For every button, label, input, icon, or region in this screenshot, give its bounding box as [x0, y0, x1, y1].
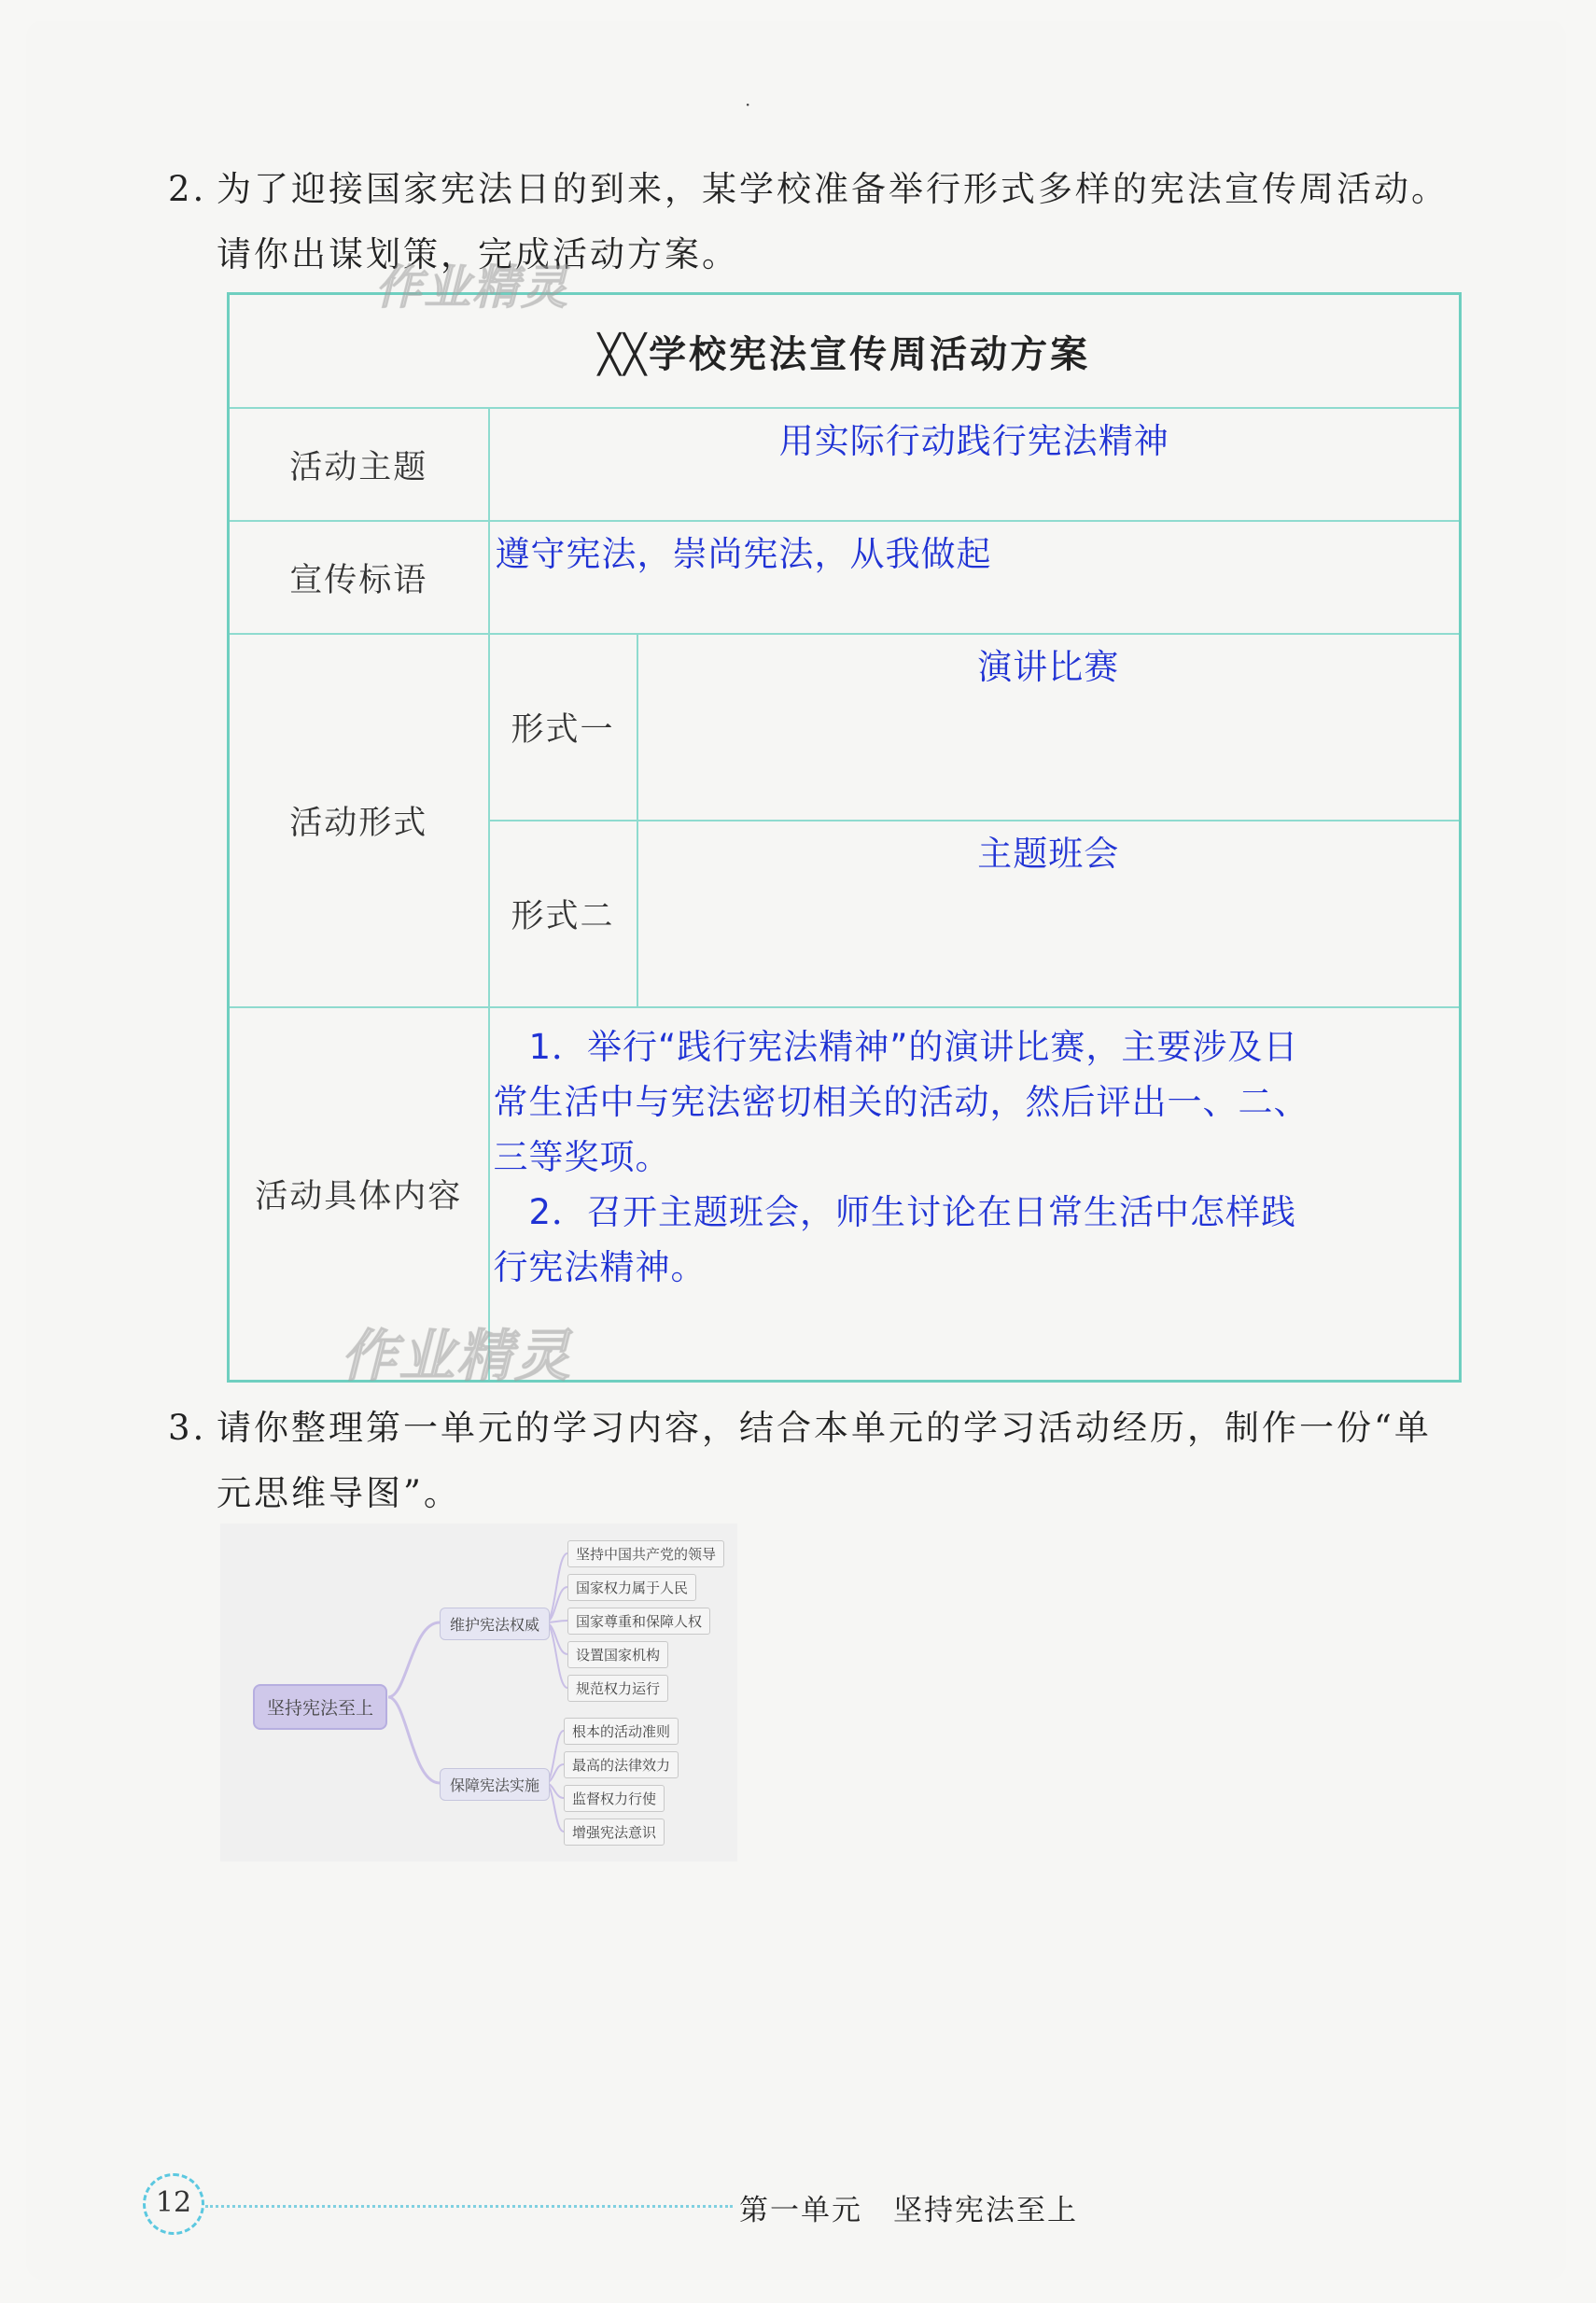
form-label: 活动形式: [229, 634, 489, 1007]
decorative-dot: ·: [745, 93, 751, 116]
plan-title: ╳╳学校宪法宣传周活动方案: [229, 294, 1461, 409]
form1-cell: [637, 634, 1461, 821]
mind-map-leaf: 设置国家机构: [567, 1641, 668, 1668]
content-line: 三等奖项。: [493, 1137, 671, 1177]
mind-map-root: 坚持宪法至上: [253, 1684, 387, 1730]
mind-map-leaf: 根本的活动准则: [564, 1718, 679, 1745]
footer-dotted-line: [205, 2205, 733, 2208]
mind-map-leaf: 国家尊重和保障人权: [567, 1608, 710, 1635]
root-to-branch1-connector: [388, 1622, 440, 1697]
slogan-cell: [489, 521, 1461, 634]
footer-unit-title: 第一单元 坚持宪法至上: [739, 2194, 1078, 2227]
theme-answer: 用实际行动践行宪法精神: [778, 421, 1169, 461]
question-2-line1: 为了迎接国家宪法日的到来，某学校准备举行形式多样的宪法宣传周活动。: [217, 169, 1449, 209]
content-line: 行宪法精神。: [493, 1247, 707, 1287]
content-cell: [489, 1007, 1461, 1381]
content-answer: [494, 1019, 1371, 1295]
watermark-top: 作业精灵: [375, 260, 569, 315]
content-label: 活动具体内容: [229, 1007, 489, 1381]
question-3-number: 3.: [168, 1408, 207, 1448]
watermark-bottom: 作业精灵: [341, 1324, 572, 1389]
content-line: 常生活中与宪法密切相关的活动，然后评出一、二、: [493, 1082, 1309, 1122]
question-3-line2: 元思维导图”。: [217, 1473, 461, 1513]
mind-map-leaf: 最高的法律效力: [564, 1751, 679, 1778]
form2-cell: [637, 821, 1461, 1007]
content-line: 2．召开主题班会，师生讨论在日常生活中怎样践: [528, 1192, 1297, 1232]
question-2: [168, 157, 1449, 288]
theme-label: 活动主题: [229, 408, 489, 521]
mind-map-branch-1: 维护宪法权威: [440, 1608, 550, 1640]
question-3-line1: 请你整理第一单元的学习内容，结合本单元的学习活动经历，制作一份“单: [217, 1408, 1432, 1448]
question-3: [168, 1396, 1432, 1526]
mind-map-leaf: 国家权力属于人民: [567, 1574, 696, 1601]
mind-map: [220, 1524, 737, 1861]
mind-map-leaf: 规范权力运行: [567, 1675, 668, 1702]
mind-map-leaf: 监督权力行使: [564, 1785, 665, 1812]
page-number: 12: [143, 2173, 204, 2235]
mind-map-branch-2: 保障宪法实施: [440, 1768, 550, 1801]
form2-label: 形式二: [489, 821, 637, 1007]
root-to-branch2-connector: [388, 1697, 440, 1783]
theme-cell: [489, 408, 1461, 521]
form1-answer: 演讲比赛: [977, 647, 1120, 687]
slogan-answer: 遵守宪法，崇尚宪法，从我做起: [495, 534, 992, 574]
content-line: 1．举行“践行宪法精神”的演讲比赛，主要涉及日: [528, 1027, 1299, 1067]
form2-answer: 主题班会: [977, 834, 1120, 874]
mind-map-leaf: 增强宪法意识: [564, 1819, 665, 1846]
question-2-line2: 请你出谋划策，完成活动方案。: [217, 234, 739, 274]
mind-map-leaf: 坚持中国共产党的领导: [567, 1540, 724, 1567]
activity-plan-table: [227, 292, 1462, 1383]
form1-label: 形式一: [489, 634, 637, 821]
question-2-number: 2.: [168, 169, 207, 209]
slogan-label: 宣传标语: [229, 521, 489, 634]
